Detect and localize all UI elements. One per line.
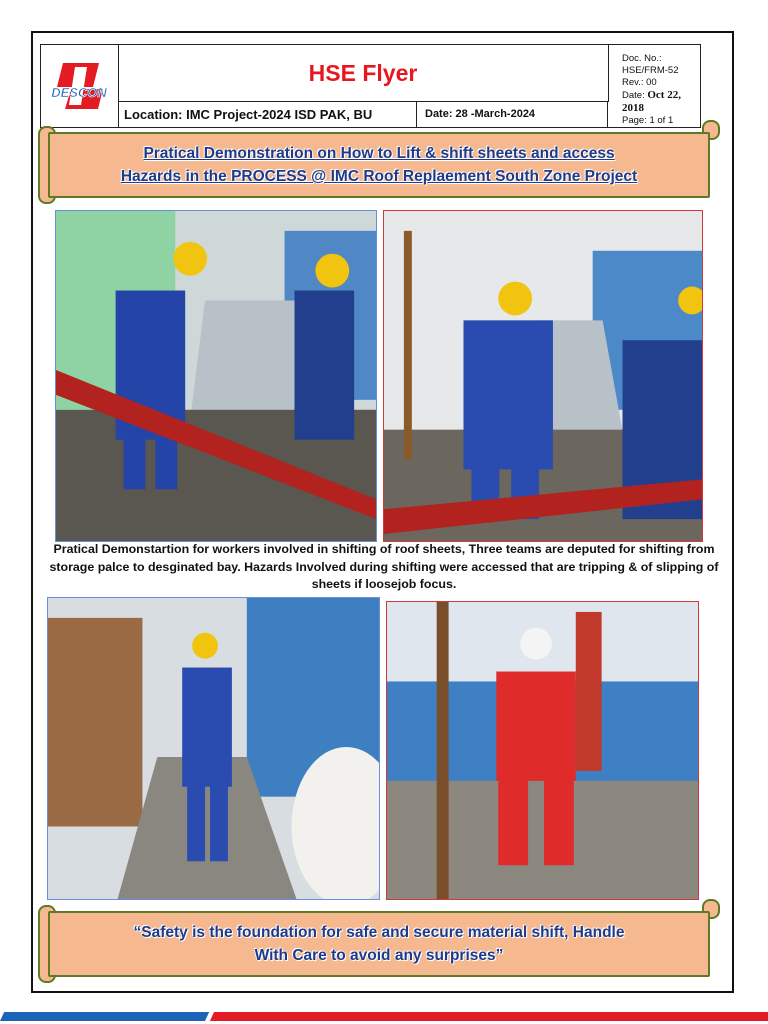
bottom-banner-line1: “Safety is the foundation for safe and secure material shift, Handle bbox=[133, 924, 625, 941]
doc-date: Date: Oct 22, 2018 bbox=[622, 89, 681, 114]
top-banner-line2: Hazards in the PROCESS @ IMC Roof Replaement South Zone Project bbox=[120, 168, 638, 185]
photo-workers-lifting-1 bbox=[55, 210, 377, 542]
location-label: Location: IMC Project-2024 ISD PAK, BU bbox=[118, 101, 417, 127]
page-title: HSE Flyer bbox=[308, 59, 418, 86]
logo-cell bbox=[41, 45, 119, 127]
photo-caption: Pratical Demonstartion for workers involved in shifting of roof sheets, Three teams are deputed for shifting from storage palce to desginated bay. Hazards Involved during shifting were accessed that are tripping & of slipping of sheets if loosejob focus. bbox=[49, 542, 719, 591]
header-table bbox=[40, 44, 701, 128]
footer-bar-blue bbox=[0, 1012, 209, 1021]
doc-info bbox=[608, 45, 700, 127]
footer-bar-red bbox=[210, 1012, 768, 1021]
top-banner-line1: Pratical Demonstration on How to Lift & shift sheets and access bbox=[143, 145, 615, 162]
top-banner bbox=[38, 124, 720, 202]
title-cell bbox=[118, 45, 609, 102]
descon-logo bbox=[41, 45, 118, 127]
photo-worker-walking bbox=[47, 597, 380, 900]
doc-number: Doc. No.: HSE/FRM-52 bbox=[622, 53, 679, 76]
doc-page: Page: 1 of 1 bbox=[622, 115, 674, 126]
photo-workers-lifting-2 bbox=[383, 210, 703, 542]
photo-worker-red-coverall bbox=[386, 601, 699, 900]
doc-revision: Rev.: 00 bbox=[622, 77, 657, 88]
date-label: Date: 28 -March-2024 bbox=[417, 101, 608, 127]
bottom-banner-line2: With Care to avoid any surprises” bbox=[254, 947, 504, 964]
logo-text: DESCON bbox=[51, 85, 107, 100]
bottom-banner bbox=[38, 903, 720, 981]
